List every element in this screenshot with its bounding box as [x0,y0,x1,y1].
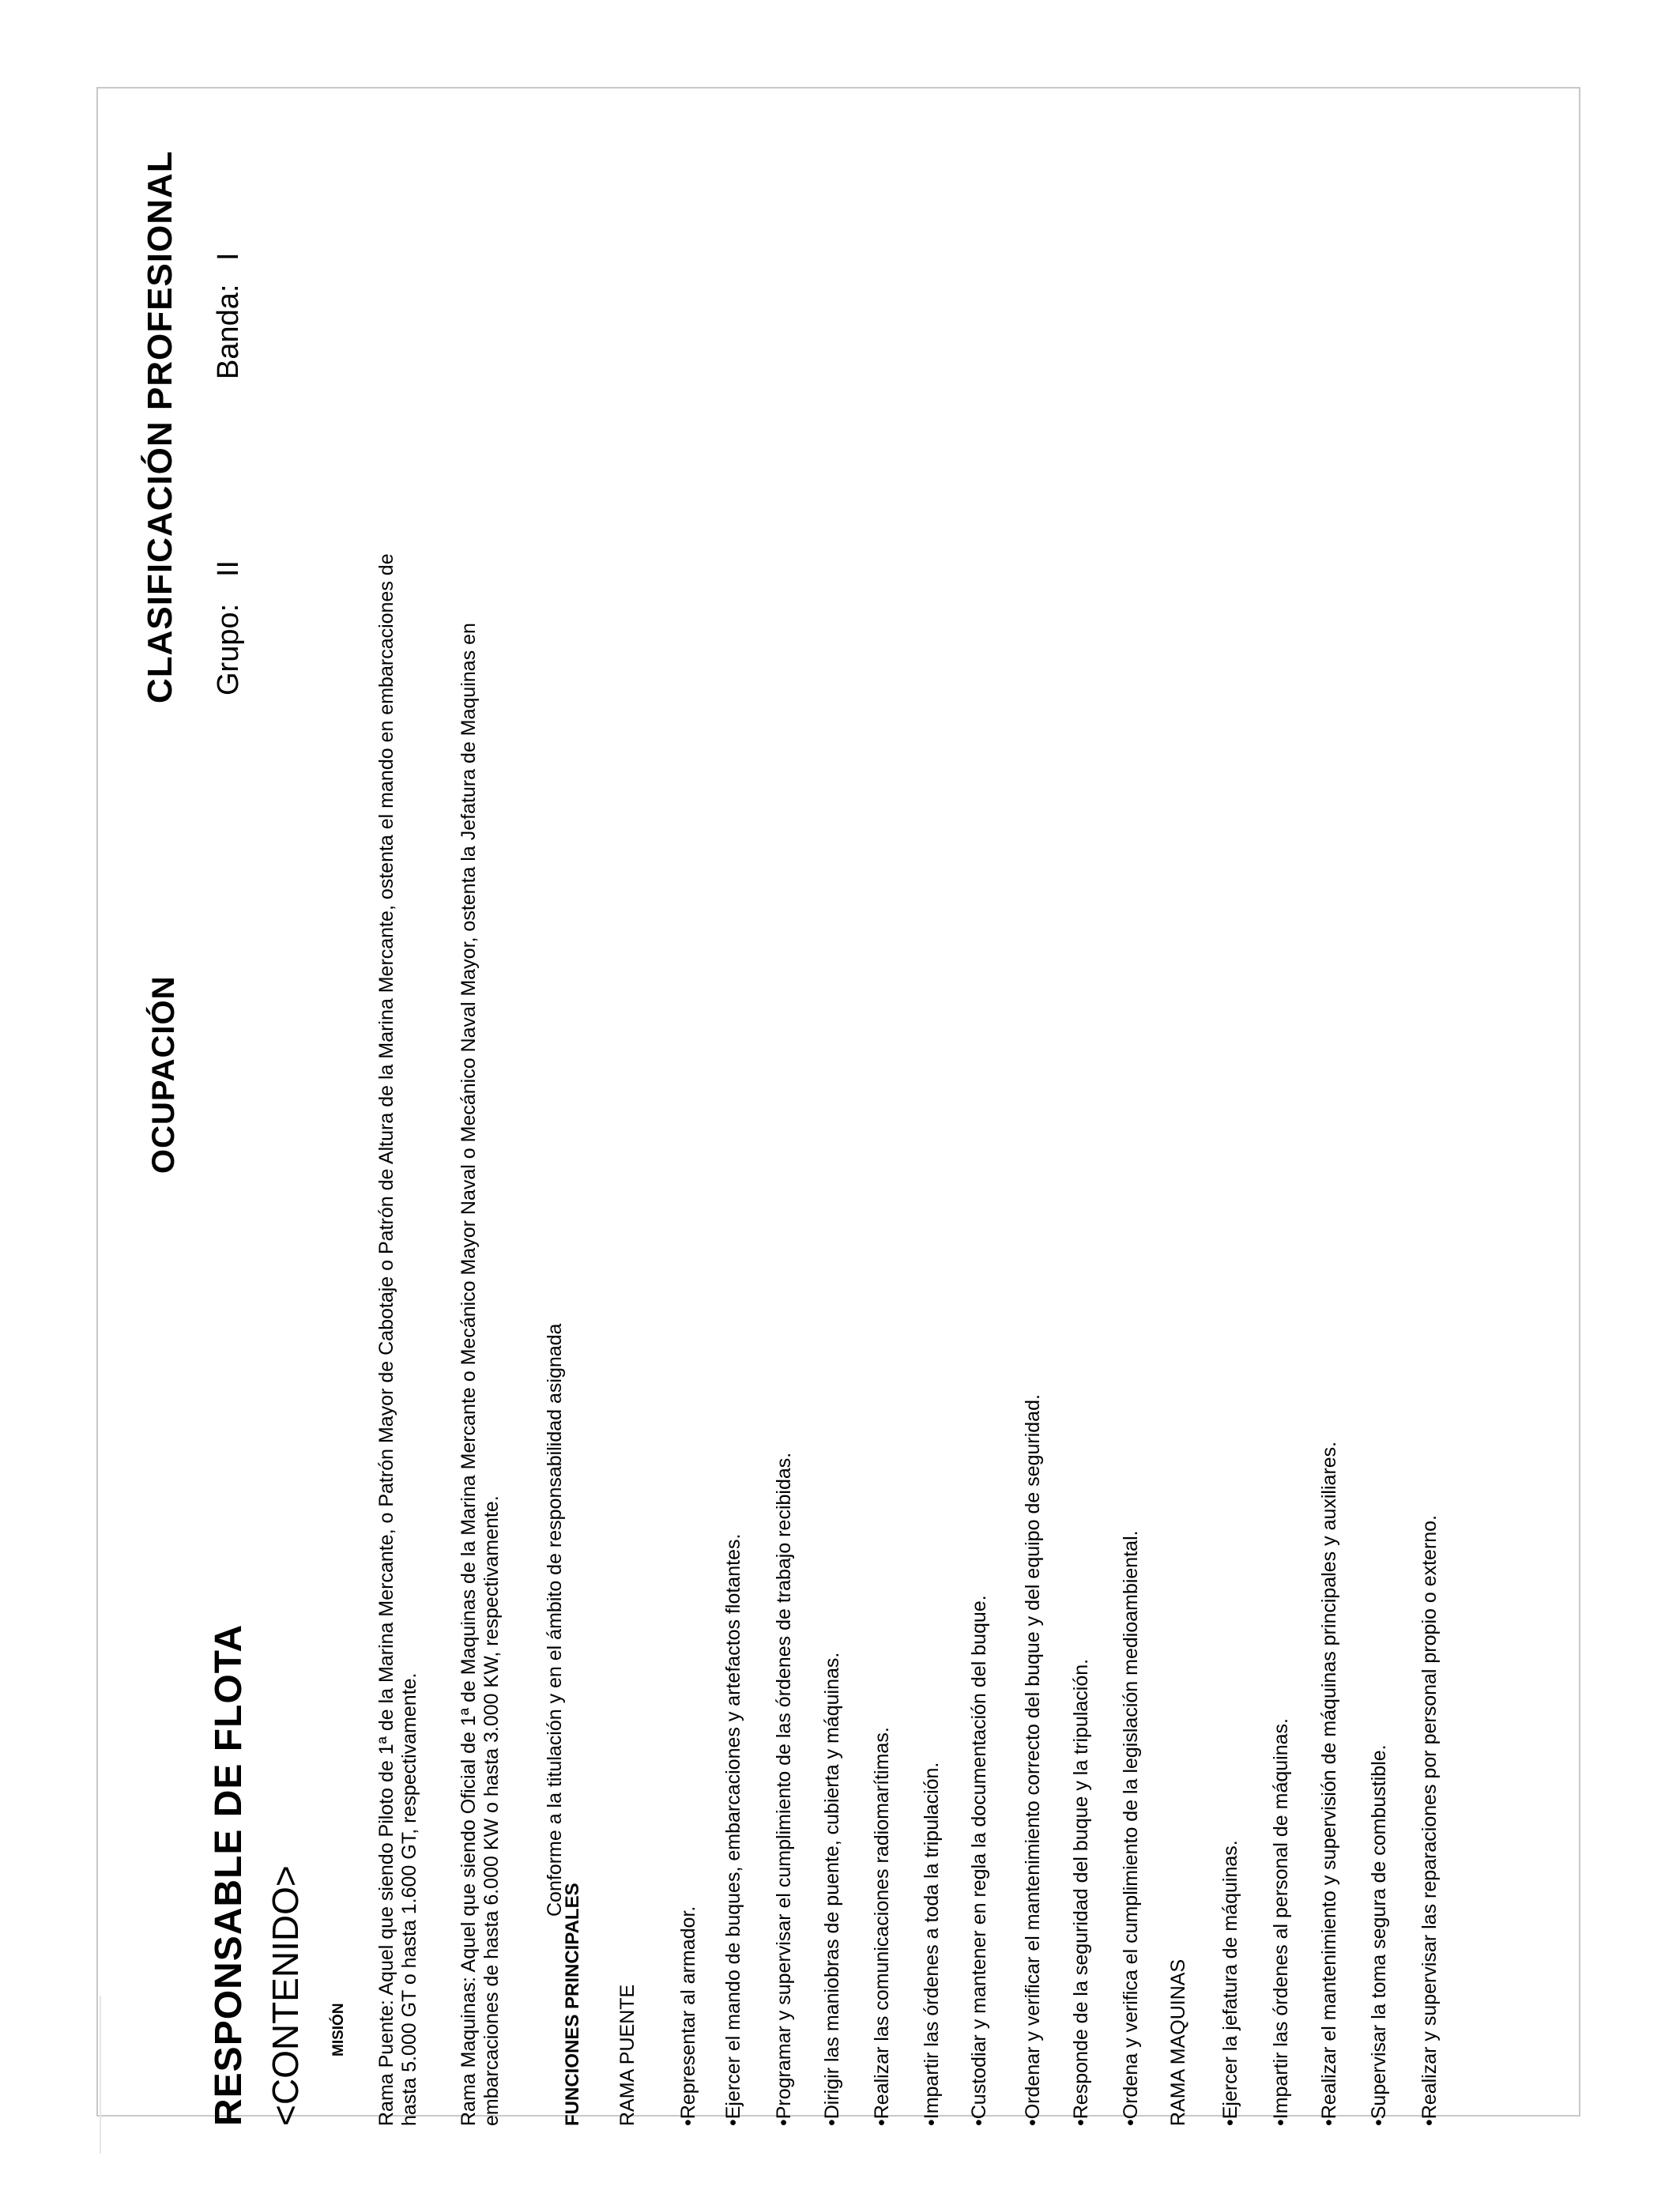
list-item: •Responde de la seguridad del buque y la tripulación. [1070,1658,1092,2126]
clasificacion-heading: CLASIFICACIÓN PROFESIONAL [141,150,179,703]
list-item: •Supervisar la toma segura de combustible. [1368,1744,1390,2126]
paragraph-line: embarcaciones de hasta 6.000 KW o hasta 3.000 KW, respectivamente. [480,1495,503,2126]
edge-mark [100,1996,101,2154]
list-item: •Realizar las comunicaciones radiomarítimas. [871,1727,893,2126]
list-item: •Programar y supervisar el cumplimiento de las órdenes de trabajo recibidas. [773,1452,795,2126]
banda-label: Banda: [212,284,245,379]
grupo-label: Grupo: [212,603,245,696]
section-heading-rama-maquinas: RAMA MAQUINAS [1167,1958,1189,2126]
list-item: •Realizar y supervisar las reparaciones por personal propio o externo. [1418,1514,1441,2126]
conforme-note: Conforme a la titulación y en el ámbito de responsabilidad asignada [544,1323,566,1917]
list-item: •Ordena y verifica el cumplimiento de la legislación medioambiental. [1120,1530,1142,2126]
funciones-label: FUNCIONES PRINCIPALES [562,1883,583,2126]
paragraph-line: hasta 5.000 GT o hasta 1.600 GT, respectivamente. [398,1672,420,2126]
contenido-placeholder: <CONTENIDO> [265,1865,306,2126]
grupo-value: II [212,560,245,577]
list-item: •Ejercer el mando de buques, embarcaciones y artefactos flotantes. [722,1533,744,2126]
list-item: •Realizar el mantenimiento y supervisión de máquinas principales y auxiliares. [1318,1441,1340,2126]
ocupacion-heading: OCUPACIÓN [146,975,181,1174]
mision-paragraph-maquinas [458,623,503,2126]
list-item: •Custodiar y mantener en regla la documentación del buque. [968,1595,990,2126]
mision-label: MISIÓN [330,2003,347,2056]
banda-value: I [212,252,245,261]
paragraph-line: Rama Maquinas: Aquel que siendo Oficial de 1ª de Maquinas de la Marina Mercante o Mecánico Mayor Naval o Mecánico Naval Mayor, ostenta la Jefatura de Maquinas en [458,623,480,2126]
list-item: •Impartir las órdenes a toda la tripulación. [921,1762,943,2126]
list-item: •Ejercer la jefatura de máquinas. [1219,1840,1241,2126]
document-title: RESPONSABLE DE FLOTA [208,1623,250,2126]
paragraph-line: Rama Puente: Aquel que siendo Piloto de 1ª de la Marina Mercante, o Patrón Mayor de Cabotaje o Patrón de Altura de la Marina Mercante, ostenta el mando en embarcaciones de [375,553,397,2126]
list-item: •Representar al armador. [677,1906,699,2126]
grupo-banda-row [212,252,246,696]
list-item: •Dirigir las maniobras de puente, cubierta y máquinas. [821,1652,843,2126]
section-heading-rama-puente: RAMA PUENTE [616,1984,638,2126]
mision-paragraph-puente [375,553,421,2126]
list-item: •Impartir las órdenes al personal de máquinas. [1270,1718,1292,2126]
rotated-document [111,119,1580,2126]
list-item: •Ordenar y verificar el mantenimiento correcto del buque y del equipo de seguridad. [1022,1394,1044,2126]
